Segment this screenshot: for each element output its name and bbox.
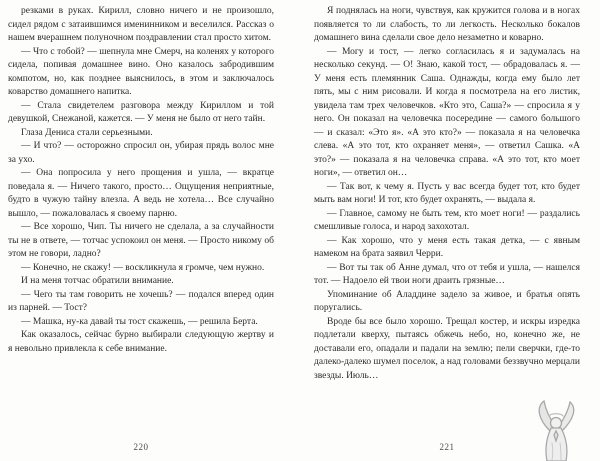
paragraph: — Все хорошо, Чип. Ты ничего не сделала, а за случайности ты не в ответе, — тотчас успокоил он меня. — Просто никому об этом не говори, ладно? xyxy=(8,222,274,259)
paragraph: — Конечно, не скажу! — воскликнула я громче, чем нужно. xyxy=(21,262,265,273)
right-page-text xyxy=(314,5,580,383)
left-page xyxy=(8,5,274,461)
right-page-number: 221 xyxy=(439,442,455,452)
left-page-number: 220 xyxy=(133,442,149,452)
paragraph: — Что с тобой? — шепнула мне Смерч, на коленях у которого сидела, попивая домашнее вино. Оно казалось забродившим компотом, но, как позднее выяснилось, в этом и заключалось коварство домашнего напитка. xyxy=(8,46,274,97)
paragraph: резками в руках. Кирилл, словно ничего и не произошло, сидел рядом с затаившимся именинником и веселился. Рассказ о нашем вчерашнем полуночном поздравлении стал просто хитом. xyxy=(8,6,274,43)
paragraph: — Стала свидетелем разговора между Кириллом и той девушкой, Снежаной, кажется. — У меня не было от него тайн. xyxy=(8,100,274,124)
paragraph: — И что? — осторожно спросил он, убирая прядь волос мне за ухо. xyxy=(8,141,274,165)
paragraph: — Как хорошо, что у меня есть такая детка, — с явным намеком на брата заявил Черри. xyxy=(314,235,580,259)
paragraph: Глаза Дениса стали серьезными. xyxy=(21,127,153,138)
paragraph: Упоминание об Аладдине задело за живое, и братья опять поругались. xyxy=(314,289,580,313)
paragraph: Как оказалось, сейчас бурно выбирали следующую жертву и я невольно привлекла к себе внимание. xyxy=(8,330,274,354)
paragraph: И на меня тотчас обратили внимание. xyxy=(21,276,174,286)
paragraph: Вроде бы все было хорошо. Трещал костер, и искры изредка подлетали кверху, пытаясь обжечь небо, но, конечно же, не доставали его, опадали и падали на землю; пели сверчки, где-то далеко-далеко шумел поселок, а над головами беззвучно мерцали звезды. Июль… xyxy=(314,316,580,381)
paragraph: — Машка, ну-ка давай ты тост скажешь, — решила Берта. xyxy=(21,316,258,327)
paragraph: Я поднялась на ноги, чувствуя, как кружится голова и в ногах появляется то ли слабость, то ли легкость. Несколько бокалов домашнего вина сделали свое дело незаметно и коварно. xyxy=(314,6,580,43)
paragraph: — Чего ты там говорить не хочешь? — подался вперед один из парней. — Тост? xyxy=(8,289,274,313)
left-page-text xyxy=(8,5,274,356)
paragraph: — Она попросила у него прощения и ушла, — вкратце поведала я. — Ничего такого, просто… Ощущения неприятные, будто в чужую тайну влезла. А ведь не хотела… Все случайно вышло, — пожаловалась я своему парню. xyxy=(8,168,274,219)
paragraph: — Так вот, к чему я. Пусть у вас всегда будет тот, кто будет мыть вам ноги! И тот, кто будет охранять, — выдала я. xyxy=(314,181,580,205)
paragraph: — Вот ты так об Анне думал, что от тебя и ушла, — нашелся тот. — Надоело ей твои ноги драить грязные… xyxy=(314,262,580,286)
paragraph: — Главное, самому не быть тем, кто моет ноги! — раздались смешливые голоса, и народ захохотал. xyxy=(314,208,580,232)
paragraph: — Могу и тост, — легко согласилась я и задумалась на несколько секунд. — О! Знаю, какой тост, — обрадовалась я. — У меня есть племянник Саша. Однажды, когда ему было лет пять, мы с ним рисовали. И когда я посмотрела на его листик, увидела там трех человечков. «Кто это, Саша?» — спросила я у него. Он показал на человечка посередине — самого большого — и сказал: «Это я». «А это кто?» — показала я на человечка слева. «А это тот, кто охраняет меня», — ответил Сашка. «А это?» — показала я на человечка справа. «А это тот, кто моет ноги», — ответил он… xyxy=(314,46,580,178)
angel-illustration xyxy=(530,397,582,461)
right-page xyxy=(314,5,580,461)
